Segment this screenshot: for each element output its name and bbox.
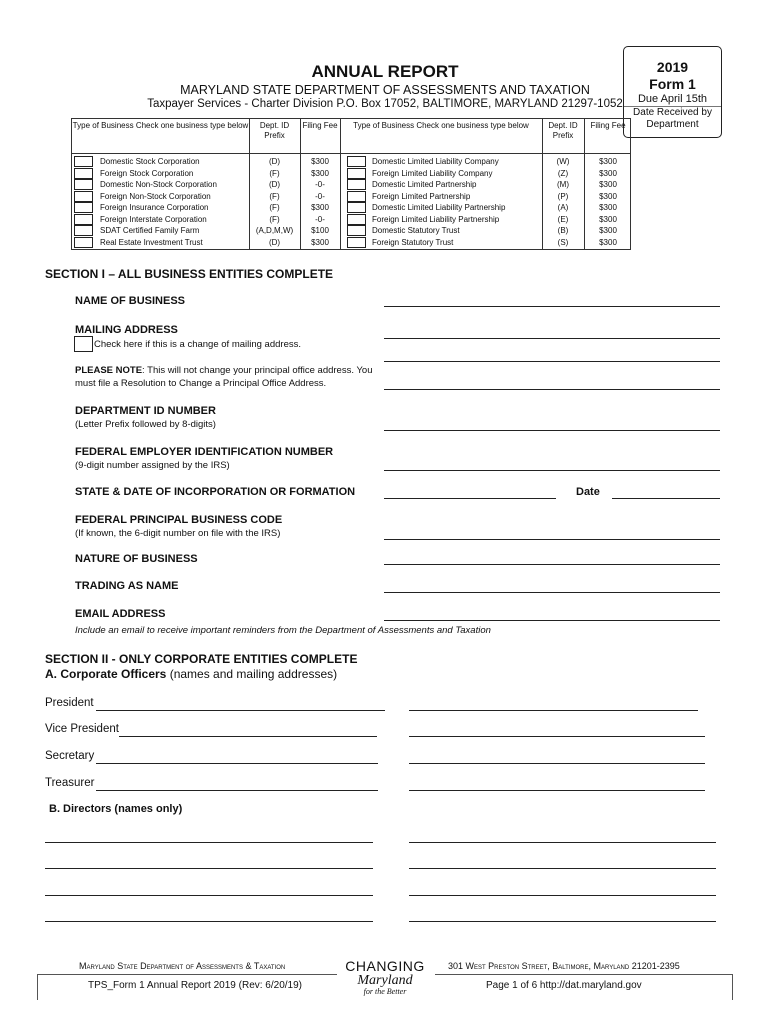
form-year: 2019 bbox=[656, 59, 689, 75]
business-name-field[interactable] bbox=[384, 306, 720, 307]
business-type-label: Foreign Insurance Corporation bbox=[100, 203, 209, 212]
email-note: Include an email to receive important reminders from the Department of Assessments and Taxation bbox=[75, 625, 491, 636]
mailing-address-field-2[interactable] bbox=[384, 361, 720, 362]
vice-president-address-field[interactable] bbox=[409, 736, 705, 737]
checkbox-foreign-statutory-trust[interactable] bbox=[347, 237, 366, 248]
dept-id-field[interactable] bbox=[384, 430, 720, 431]
checkbox-domestic-llp[interactable] bbox=[347, 202, 366, 213]
director-field-3[interactable] bbox=[45, 868, 373, 869]
pbc-field[interactable] bbox=[384, 539, 720, 540]
page-title: ANNUAL REPORT bbox=[311, 62, 459, 81]
prefix-cell: (F) bbox=[269, 214, 280, 224]
vice-president-name-field[interactable] bbox=[119, 736, 377, 737]
business-type-label: Foreign Non-Stock Corporation bbox=[100, 191, 211, 201]
header-fee: Filing Fee bbox=[302, 121, 338, 130]
mailing-address-field-1[interactable] bbox=[384, 338, 720, 339]
please-note-bold: PLEASE NOTE bbox=[75, 365, 143, 376]
fee-cell: $300 bbox=[599, 180, 617, 189]
email-label: EMAIL ADDRESS bbox=[75, 608, 166, 620]
president-address-field[interactable] bbox=[409, 710, 698, 711]
fee-cell: $300 bbox=[311, 237, 329, 247]
director-field-2[interactable] bbox=[409, 842, 716, 843]
checkbox-foreign-lp[interactable] bbox=[347, 191, 366, 202]
prefix-cell: (F) bbox=[269, 168, 280, 178]
section-1-title: SECTION I – ALL BUSINESS ENTITIES COMPLETE bbox=[45, 267, 334, 281]
fee-cell: $300 bbox=[599, 214, 617, 224]
checkbox-foreign-insurance[interactable] bbox=[74, 202, 93, 213]
checkbox-foreign-llc[interactable] bbox=[347, 168, 366, 179]
treasurer-address-field[interactable] bbox=[409, 790, 705, 791]
incorporation-label: STATE & DATE OF INCORPORATION OR FORMATION bbox=[75, 486, 356, 498]
director-field-6[interactable] bbox=[409, 895, 716, 896]
treasurer-label: Treasurer bbox=[45, 777, 95, 789]
header-type-2: Type of Business Check one business type below bbox=[353, 121, 529, 130]
trading-field[interactable] bbox=[384, 592, 720, 593]
footer-page: Page 1 of 6 http://dat.maryland.gov bbox=[486, 980, 642, 991]
fee-cell: -0- bbox=[315, 180, 325, 189]
prefix-cell: (F) bbox=[269, 203, 280, 212]
email-field[interactable] bbox=[384, 620, 720, 621]
prefix-cell: (E) bbox=[557, 214, 569, 224]
checkbox-foreign-interstate[interactable] bbox=[74, 214, 93, 225]
president-label: President bbox=[45, 697, 94, 709]
fein-field[interactable] bbox=[384, 470, 720, 471]
incorporation-date-field[interactable] bbox=[612, 498, 720, 499]
checkbox-domestic-nonstock[interactable] bbox=[74, 179, 93, 190]
trading-label: TRADING AS NAME bbox=[75, 580, 179, 592]
business-type-label: Foreign Limited Liability Company bbox=[372, 168, 493, 178]
form-info-box bbox=[623, 46, 722, 138]
fee-cell: $300 bbox=[599, 157, 617, 166]
incorporation-state-field[interactable] bbox=[384, 498, 556, 499]
checkbox-domestic-statutory-trust[interactable] bbox=[347, 225, 366, 236]
business-type-label: Foreign Statutory Trust bbox=[372, 237, 454, 247]
business-type-label: Foreign Limited Liability Partnership bbox=[372, 214, 500, 224]
nature-field[interactable] bbox=[384, 564, 720, 565]
date-label: Date bbox=[576, 486, 600, 498]
checkbox-domestic-lp[interactable] bbox=[347, 179, 366, 190]
change-mailing-checkbox[interactable] bbox=[74, 336, 93, 352]
business-type-label: Domestic Limited Liability Company bbox=[372, 157, 499, 166]
mailing-address-label: MAILING ADDRESS bbox=[75, 324, 178, 336]
director-field-7[interactable] bbox=[45, 921, 373, 922]
business-type-label: Domestic Limited Partnership bbox=[372, 180, 477, 189]
director-field-1[interactable] bbox=[45, 842, 373, 843]
footer-agency: Maryland State Department of Assessments & Taxation bbox=[79, 961, 286, 971]
please-note bbox=[75, 365, 372, 376]
section-2-title: SECTION II - ONLY CORPORATE ENTITIES COMPLETE bbox=[45, 652, 358, 666]
header-type: Type of Business Check one business type below bbox=[72, 121, 249, 130]
pbc-note: (If known, the 6-digit number on file with the IRS) bbox=[75, 528, 281, 539]
prefix-cell: (D) bbox=[268, 237, 281, 247]
fee-cell: $300 bbox=[311, 168, 329, 178]
prefix-cell: (M) bbox=[557, 180, 569, 189]
secretary-address-field[interactable] bbox=[409, 763, 705, 764]
prefix-cell: (W) bbox=[556, 157, 570, 166]
header-prefix-2: Dept. ID Prefix bbox=[548, 121, 578, 140]
treasurer-name-field[interactable] bbox=[96, 790, 378, 791]
pbc-label: FEDERAL PRINCIPAL BUSINESS CODE bbox=[75, 514, 283, 526]
nature-label: NATURE OF BUSINESS bbox=[75, 553, 198, 565]
footer-form-info: TPS_Form 1 Annual Report 2019 (Rev: 6/20/19) bbox=[88, 980, 303, 991]
checkbox-foreign-nonstock[interactable] bbox=[74, 191, 93, 202]
business-name-label: NAME OF BUSINESS bbox=[75, 295, 186, 307]
prefix-cell: (S) bbox=[557, 237, 569, 247]
fee-cell: $300 bbox=[599, 191, 617, 201]
business-type-label: Domestic Limited Liability Partnership bbox=[372, 203, 506, 212]
header-fee-2: Filing Fee bbox=[590, 121, 626, 130]
fee-cell: $300 bbox=[599, 168, 617, 178]
prefix-cell: (P) bbox=[557, 191, 569, 201]
business-type-label: Foreign Interstate Corporation bbox=[100, 214, 207, 224]
director-field-5[interactable] bbox=[45, 895, 373, 896]
change-mailing-label: Check here if this is a change of mailing address. bbox=[94, 339, 301, 350]
fee-cell: $300 bbox=[599, 226, 617, 235]
form-number: Form 1 bbox=[649, 76, 696, 92]
fee-cell: $300 bbox=[311, 157, 329, 166]
prefix-cell: (A,D,M,W) bbox=[255, 226, 294, 235]
checkbox-family-farm[interactable] bbox=[74, 225, 93, 236]
agency-name: MARYLAND STATE DEPARTMENT OF ASSESSMENTS AND TAXATION bbox=[180, 83, 590, 97]
agency-address: Taxpayer Services - Charter Division P.O. Box 17052, BALTIMORE, MARYLAND 21297-1052 bbox=[147, 98, 623, 110]
please-note-text-2: must file a Resolution to Change a Principal Office Address. bbox=[75, 378, 327, 389]
director-field-8[interactable] bbox=[409, 921, 716, 922]
business-type-label: Foreign Limited Partnership bbox=[372, 191, 471, 201]
fein-note: (9-digit number assigned by the IRS) bbox=[75, 460, 230, 471]
due-date: Due April 15th bbox=[637, 93, 708, 105]
business-type-label: Domestic Non-Stock Corporation bbox=[100, 180, 217, 189]
checkbox-domestic-llc[interactable] bbox=[347, 156, 366, 167]
footer-address: 301 West Preston Street, Baltimore, Maryland 21201-2395 bbox=[448, 961, 680, 971]
secretary-name-field[interactable] bbox=[96, 763, 378, 764]
directors-heading: B. Directors (names only) bbox=[49, 803, 183, 815]
fein-label: FEDERAL EMPLOYER IDENTIFICATION NUMBER bbox=[75, 446, 334, 458]
dept-id-label: DEPARTMENT ID NUMBER bbox=[75, 405, 216, 417]
officers-heading-bold: A. Corporate Officers bbox=[45, 667, 167, 681]
mailing-address-field-3[interactable] bbox=[384, 389, 720, 390]
logo-line-1: CHANGING bbox=[345, 958, 425, 974]
business-type-table bbox=[71, 118, 631, 250]
prefix-cell: (B) bbox=[557, 226, 569, 235]
business-type-label: SDAT Certified Family Farm bbox=[100, 226, 200, 235]
header-prefix: Dept. ID Prefix bbox=[259, 121, 290, 140]
fee-cell: -0- bbox=[315, 191, 325, 201]
fee-cell: $300 bbox=[311, 203, 329, 212]
fee-cell: $100 bbox=[311, 226, 329, 235]
secretary-label: Secretary bbox=[45, 750, 95, 762]
business-type-label: Foreign Stock Corporation bbox=[100, 168, 194, 178]
prefix-cell: (D) bbox=[268, 157, 281, 166]
officers-heading-note: (names and mailing addresses) bbox=[166, 667, 338, 681]
business-type-label: Domestic Statutory Trust bbox=[372, 226, 460, 235]
prefix-cell: (F) bbox=[269, 191, 280, 201]
logo-line-3: for the Better bbox=[363, 987, 407, 996]
business-type-label: Domestic Stock Corporation bbox=[100, 157, 200, 166]
dept-id-note: (Letter Prefix followed by 8-digits) bbox=[75, 419, 216, 430]
prefix-cell: (A) bbox=[557, 203, 569, 212]
fee-cell: $300 bbox=[599, 237, 617, 247]
business-type-label: Real Estate Investment Trust bbox=[100, 237, 203, 247]
vice-president-label: Vice President bbox=[45, 723, 119, 735]
checkbox-reit[interactable] bbox=[74, 237, 93, 248]
director-field-4[interactable] bbox=[409, 868, 716, 869]
checkbox-foreign-llp[interactable] bbox=[347, 214, 366, 225]
date-received: Date Received by Department bbox=[624, 106, 721, 131]
checkbox-foreign-stock[interactable] bbox=[74, 168, 93, 179]
logo-line-2: Maryland bbox=[357, 973, 413, 988]
officers-heading bbox=[45, 667, 337, 681]
changing-maryland-logo bbox=[345, 958, 425, 996]
fee-cell: $300 bbox=[599, 203, 617, 212]
prefix-cell: (D) bbox=[268, 180, 281, 189]
checkbox-domestic-stock[interactable] bbox=[74, 156, 93, 167]
fee-cell: -0- bbox=[315, 214, 325, 224]
prefix-cell: (Z) bbox=[557, 168, 569, 178]
president-name-field[interactable] bbox=[96, 710, 385, 711]
please-note-text: : This will not change your principal office address. You bbox=[142, 365, 373, 376]
